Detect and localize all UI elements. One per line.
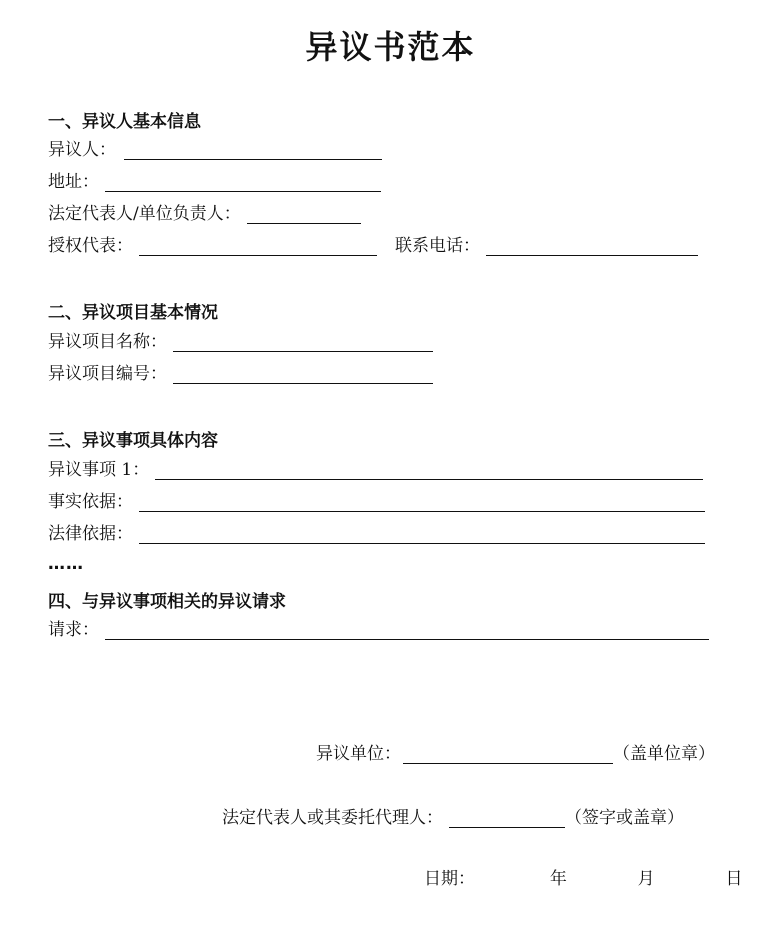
section-2-heading: 二、异议项目基本情况 — [48, 303, 218, 323]
request-row — [48, 618, 709, 642]
address-field[interactable] — [105, 173, 381, 192]
continuation-ellipsis: …… — [48, 554, 84, 574]
item1-row — [48, 458, 703, 482]
objector-label: 异议人： — [48, 140, 116, 160]
phone-field[interactable] — [486, 237, 698, 256]
section-3-heading: 三、异议事项具体内容 — [48, 431, 218, 451]
date-month-label: 月 — [637, 869, 655, 889]
document-title: 异议书范本 — [305, 28, 476, 66]
fact-basis-label: 事实依据： — [48, 492, 133, 512]
item1-field[interactable] — [155, 461, 703, 480]
address-label: 地址： — [48, 172, 99, 192]
address-row — [48, 170, 381, 194]
date-row — [424, 864, 742, 889]
request-field[interactable] — [105, 621, 709, 640]
legal-basis-field[interactable] — [139, 525, 705, 544]
unit-label: 异议单位： — [316, 744, 401, 764]
phone-label: 联系电话： — [395, 236, 480, 256]
date-day-label: 日 — [725, 869, 743, 889]
project-number-field[interactable] — [173, 365, 433, 384]
rep-field[interactable] — [449, 809, 565, 828]
date-year-label: 年 — [549, 869, 567, 889]
item1-label: 异议事项 1： — [48, 460, 150, 480]
fact-basis-row — [48, 490, 705, 514]
date-label: 日期： — [424, 869, 475, 889]
fact-basis-field[interactable] — [139, 493, 705, 512]
objector-row — [48, 138, 382, 162]
request-label: 请求： — [48, 620, 99, 640]
legal-basis-row — [48, 522, 705, 546]
unit-field[interactable] — [403, 745, 613, 764]
unit-signature-row — [316, 742, 715, 766]
rep-label: 法定代表人或其委托代理人： — [222, 808, 443, 828]
legal-rep-field[interactable] — [247, 205, 361, 224]
project-number-row — [48, 362, 433, 386]
project-name-field[interactable] — [173, 333, 433, 352]
rep-signature-row — [222, 806, 684, 830]
project-name-label: 异议项目名称： — [48, 332, 167, 352]
authorized-rep-field[interactable] — [139, 237, 377, 256]
project-number-label: 异议项目编号： — [48, 364, 167, 384]
authorized-rep-label: 授权代表： — [48, 236, 133, 256]
unit-seal-note: （盖单位章） — [613, 744, 715, 764]
legal-rep-row — [48, 202, 361, 226]
objector-field[interactable] — [124, 141, 382, 160]
project-name-row — [48, 330, 433, 354]
section-4-heading: 四、与异议事项相关的异议请求 — [48, 592, 286, 612]
legal-rep-label: 法定代表人/单位负责人： — [48, 204, 241, 224]
legal-basis-label: 法律依据： — [48, 524, 133, 544]
authorized-rep-row — [48, 234, 698, 258]
section-1-heading: 一、异议人基本信息 — [48, 112, 201, 132]
rep-sign-note: （签字或盖章） — [565, 808, 684, 828]
